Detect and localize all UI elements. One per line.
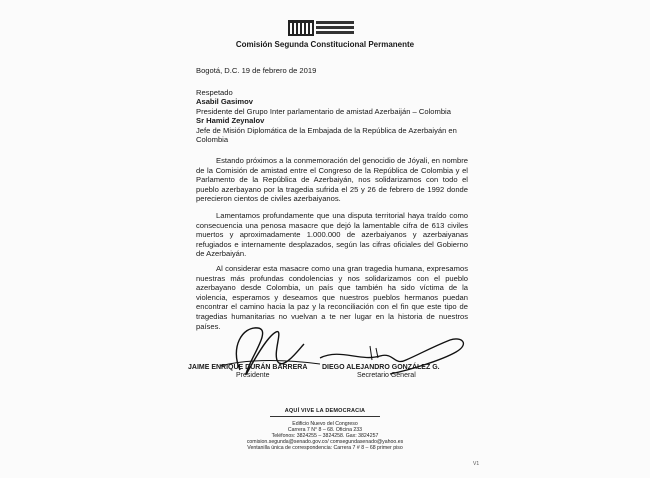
commission-title: Comisión Segunda Constitucional Permanente	[235, 40, 415, 49]
congress-logo-icon	[288, 18, 356, 38]
footer-divider	[270, 416, 380, 417]
footer-address-line: Edificio Nuevo del Congreso	[292, 421, 358, 427]
recipient-name: Asabil Gasimov	[196, 97, 253, 106]
body-paragraph: Lamentamos profundamente que una disputa territorial haya traído como consecuencia una penosa masacre que dejó la lamentable cifra de 613 civiles muertos y aproximadamente 1.000.000 de azerbaiyanos y azerbaiyanas refugiados e internamente desplazados, según las cifras oficiales del Gobierno de Azerbaiyán.	[196, 211, 468, 259]
recipient-title: Presidente del Grupo Inter parlamentario de amistad Azerbaiján – Colombia	[196, 106, 451, 116]
letter-date: Bogotá, D.C. 19 de febrero de 2019	[196, 66, 317, 75]
body-paragraph: Al considerar esta masacre como una gran tragedia humana, expresamos nuestras más profundas condolencias y nos solidarizamos con el pueblo azerbayano desde Colombia, un país que también ha sido víctima de la violencia, esperamos y deseamos que nuestros pueblos hermanos puedan encontrar el camino hacia la paz y la reconciliación con el fin que este tipo de tragedias humanitarias no vuelvan a te ner lugar en la historia de nuestros países.	[196, 264, 468, 331]
body-paragraph: Estando próximos a la conmemoración del genocidio de Jóyali, en nombre de la Comisión de amistad entre el Congreso de la República de Colombia y el Parlamento de la República de Azerbaiyán, nos solidarizamos con todo el pueblo azerbayano por la tragedia sufrida el 25 y 26 de febrero de 1992 donde perecieron cientos de civiles azerbaiyanos.	[196, 156, 468, 204]
signatory-role: Secretario General	[357, 372, 416, 379]
signatory-name: JAIME ENRIQUE DURÁN BARRERA	[188, 364, 308, 371]
footer-correspondence-line: Ventanilla única de correspondencia: Carrera 7 # 8 – 68 primer piso	[247, 445, 403, 451]
page-mark: V1	[473, 461, 480, 467]
addressee-block	[196, 97, 496, 145]
signatory-name: DIEGO ALEJANDRO GONZÁLEZ G.	[322, 364, 440, 371]
recipient-name: Sr Hamid Zeynalov	[196, 116, 265, 126]
recipient-title: Jefe de Misión Diplomática de la Embajada de la República de Azerbaiyán en	[196, 125, 457, 135]
footer-email-line: comision.segunda@senado.gov.co/ comsegundasenado@yahoo.es	[246, 439, 404, 445]
signatory-role: Presidente	[236, 372, 270, 379]
footer-phone-line: Teléfonos: 3824255 – 3824258. Gax: 3824257	[271, 433, 379, 439]
recipient-title: Colombia	[196, 135, 229, 145]
footer-address-line: Carrera 7 N° 8 – 68. Oficina 233	[287, 427, 363, 433]
handwritten-signatures-icon	[180, 318, 480, 382]
footer-slogan: AQUÍ VIVE LA DEMOCRACIA	[284, 408, 366, 414]
salutation: Respetado	[196, 88, 233, 97]
